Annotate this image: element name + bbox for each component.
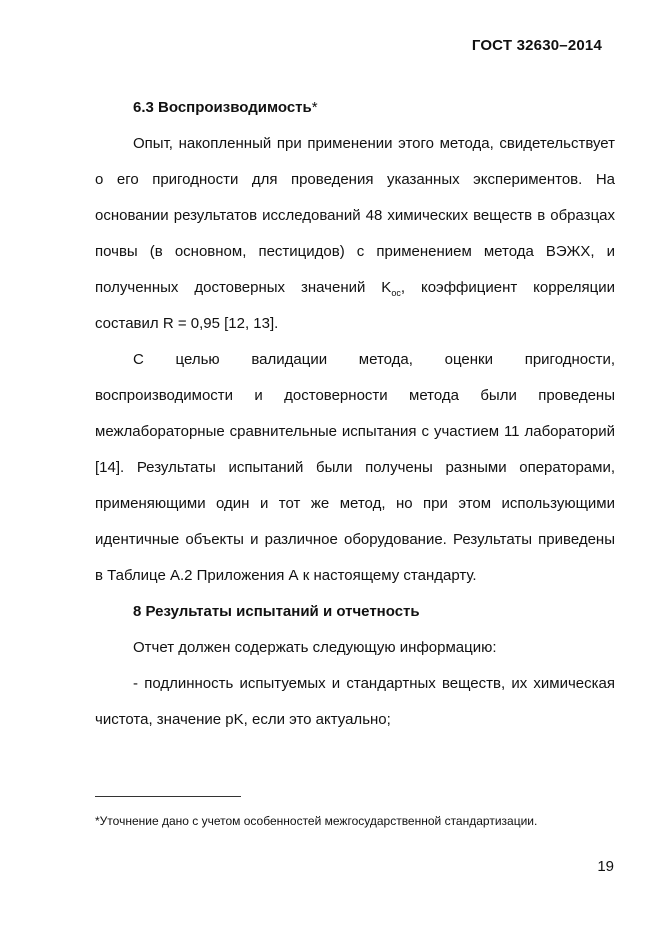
footnote-divider (95, 796, 241, 797)
footnote-text: *Уточнение дано с учетом особенностей межгосударственной стандартизации. (95, 814, 538, 828)
section-6-3-paragraph-1 (95, 126, 615, 342)
section-6-3-paragraph-2: С целью валидации метода, оценки пригодности, воспроизводимости и достоверности метода были проведены межлабораторные сравнительные испытания с участием 11 лабораторий [14]. Результаты испытаний были получены разными операторами, применяющими один и тот же метод, но при этом использующими идентичные объекты и различное оборудование. Результаты приведены в Таблице А.2 Приложения А к настоящему стандарту. (95, 351, 615, 584)
section-8-heading: 8 Результаты испытаний и отчетность (133, 603, 420, 620)
page-number: 19 (597, 858, 614, 875)
paragraph-1-start: Опыт, накопленный при применении этого метода, свидетельствует о его пригодности для проведения указанных экспериментов. На основании результатов исследований 48 химических веществ в образцах почвы (в основном, пестицидов) с применением метода ВЭЖХ, и полученных достоверных значений K (95, 135, 615, 296)
koc-subscript: oc (391, 288, 401, 298)
footnote-marker: * (311, 99, 318, 116)
section-6-3-heading-text: 6.3 Воспроизводимость (133, 99, 312, 116)
page-body (95, 90, 615, 738)
paragraph-1-end: , коэффициент корреляции составил R = 0,95 [12, 13]. (95, 279, 615, 332)
section-8-paragraph-1: Отчет должен содержать следующую информацию: (133, 639, 497, 656)
section-6-3-heading (95, 90, 615, 126)
section-8-list-item-1: - подлинность испытуемых и стандартных веществ, их химическая чистота, значение pK, если это актуально; (95, 675, 615, 728)
document-id-header: ГОСТ 32630–2014 (471, 37, 602, 54)
